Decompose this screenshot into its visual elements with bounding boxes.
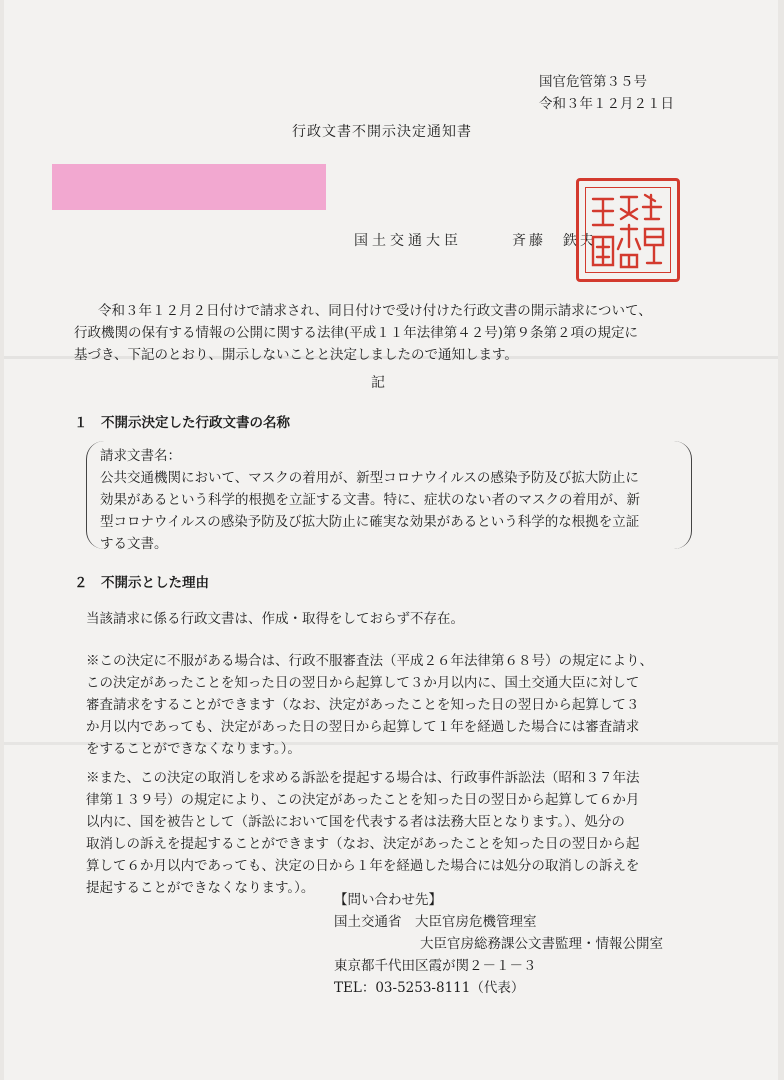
ki-marker: 記 bbox=[371, 375, 385, 391]
reason-text: 当該請求に係る行政文書は、作成・取得をしておらず不存在。 bbox=[86, 611, 464, 627]
contact-dept: 国土交通省 大臣官房危機管理室 bbox=[334, 914, 537, 930]
request-line: 効果があるという科学的根拠を立証する文書。特に、症状のない者のマスクの着用が、新 bbox=[100, 492, 640, 508]
appeal-note bbox=[86, 650, 653, 760]
requested-document-text bbox=[100, 445, 640, 555]
request-line: する文書。 bbox=[100, 536, 168, 552]
note-line: ※また、この決定の取消しを求める訴訟を提起する場合は、行政事件訴訟法（昭和３７年法 bbox=[86, 770, 640, 786]
redaction-block bbox=[52, 164, 326, 210]
note-line: 律第１３９号）の規定により、この決定があったことを知った日の翌日から起算して６か月 bbox=[86, 792, 640, 808]
note-line: 審査請求をすることができます（なお、決定があったことを知った日の翌日から起算して３ bbox=[86, 697, 640, 713]
minister-title: 国土交通大臣 bbox=[354, 233, 462, 249]
note-line: 提起することができなくなります。）。 bbox=[86, 880, 315, 896]
intro-line: 基づき、下記のとおり、開示しないことと決定しましたので通知します。 bbox=[74, 347, 518, 363]
intro-paragraph bbox=[74, 300, 652, 366]
note-line: ※この決定に不服がある場合は、行政不服審査法（平成２６年法律第６８号）の規定により、 bbox=[86, 653, 653, 669]
contact-tel: TEL：03-5253-8111（代表） bbox=[334, 980, 525, 996]
contact-heading: 【問い合わせ先】 bbox=[334, 892, 442, 908]
document-date: 令和３年１２月２１日 bbox=[539, 96, 674, 112]
document-number: 国官危管第３５号 bbox=[539, 74, 647, 90]
note-line: 以内に、国を被告として（訴訟において国を代表する者は法務大臣となります。）、処分の bbox=[86, 814, 625, 830]
intro-line: 行政機関の保有する情報の公開に関する法律(平成１１年法律第４２号)第９条第２項の規定に bbox=[74, 325, 639, 341]
section2-heading: ２ 不開示とした理由 bbox=[74, 575, 209, 591]
seal-glyphs bbox=[579, 181, 677, 279]
official-seal bbox=[576, 178, 680, 282]
note-line: 算して６か月以内であっても、決定の日から１年を経過した場合には処分の取消しの訴えを bbox=[86, 858, 640, 874]
contact-dept: 大臣官房総務課公文書監理・情報公開室 bbox=[420, 936, 663, 952]
document-page bbox=[4, 0, 778, 1080]
note-line: 取消しの訴えを提起することができます（なお、決定があったことを知った日の翌日から起 bbox=[86, 836, 640, 852]
document-title: 行政文書不開示決定通知書 bbox=[292, 124, 472, 140]
request-line: 請求文書名： bbox=[100, 448, 181, 464]
lawsuit-note bbox=[86, 767, 640, 899]
note-line: をすることができなくなります。）。 bbox=[86, 741, 301, 757]
contact-address: 東京都千代田区霞が関２－１－３ bbox=[334, 958, 537, 974]
note-line: この決定があったことを知った日の翌日から起算して３か月以内に、国土交通大臣に対して bbox=[86, 675, 640, 691]
note-line: か月以内であっても、決定があった日の翌日から起算して１年を経過した場合には審査請求 bbox=[86, 719, 640, 735]
request-line: 型コロナウイルスの感染予防及び拡大防止に確実な効果があるという科学的な根拠を立証 bbox=[100, 514, 640, 530]
contact-block bbox=[334, 889, 663, 999]
intro-line: 令和３年１２月２日付けで請求され、同日付けで受け付けた行政文書の開示請求について、 bbox=[98, 303, 652, 319]
minister-name: 斉藤 鉄夫 bbox=[512, 233, 597, 249]
request-line: 公共交通機関において、マスクの着用が、新型コロナウイルスの感染予防及び拡大防止に bbox=[100, 470, 639, 486]
document-header bbox=[539, 71, 674, 115]
section1-heading: １ 不開示決定した行政文書の名称 bbox=[74, 415, 290, 431]
